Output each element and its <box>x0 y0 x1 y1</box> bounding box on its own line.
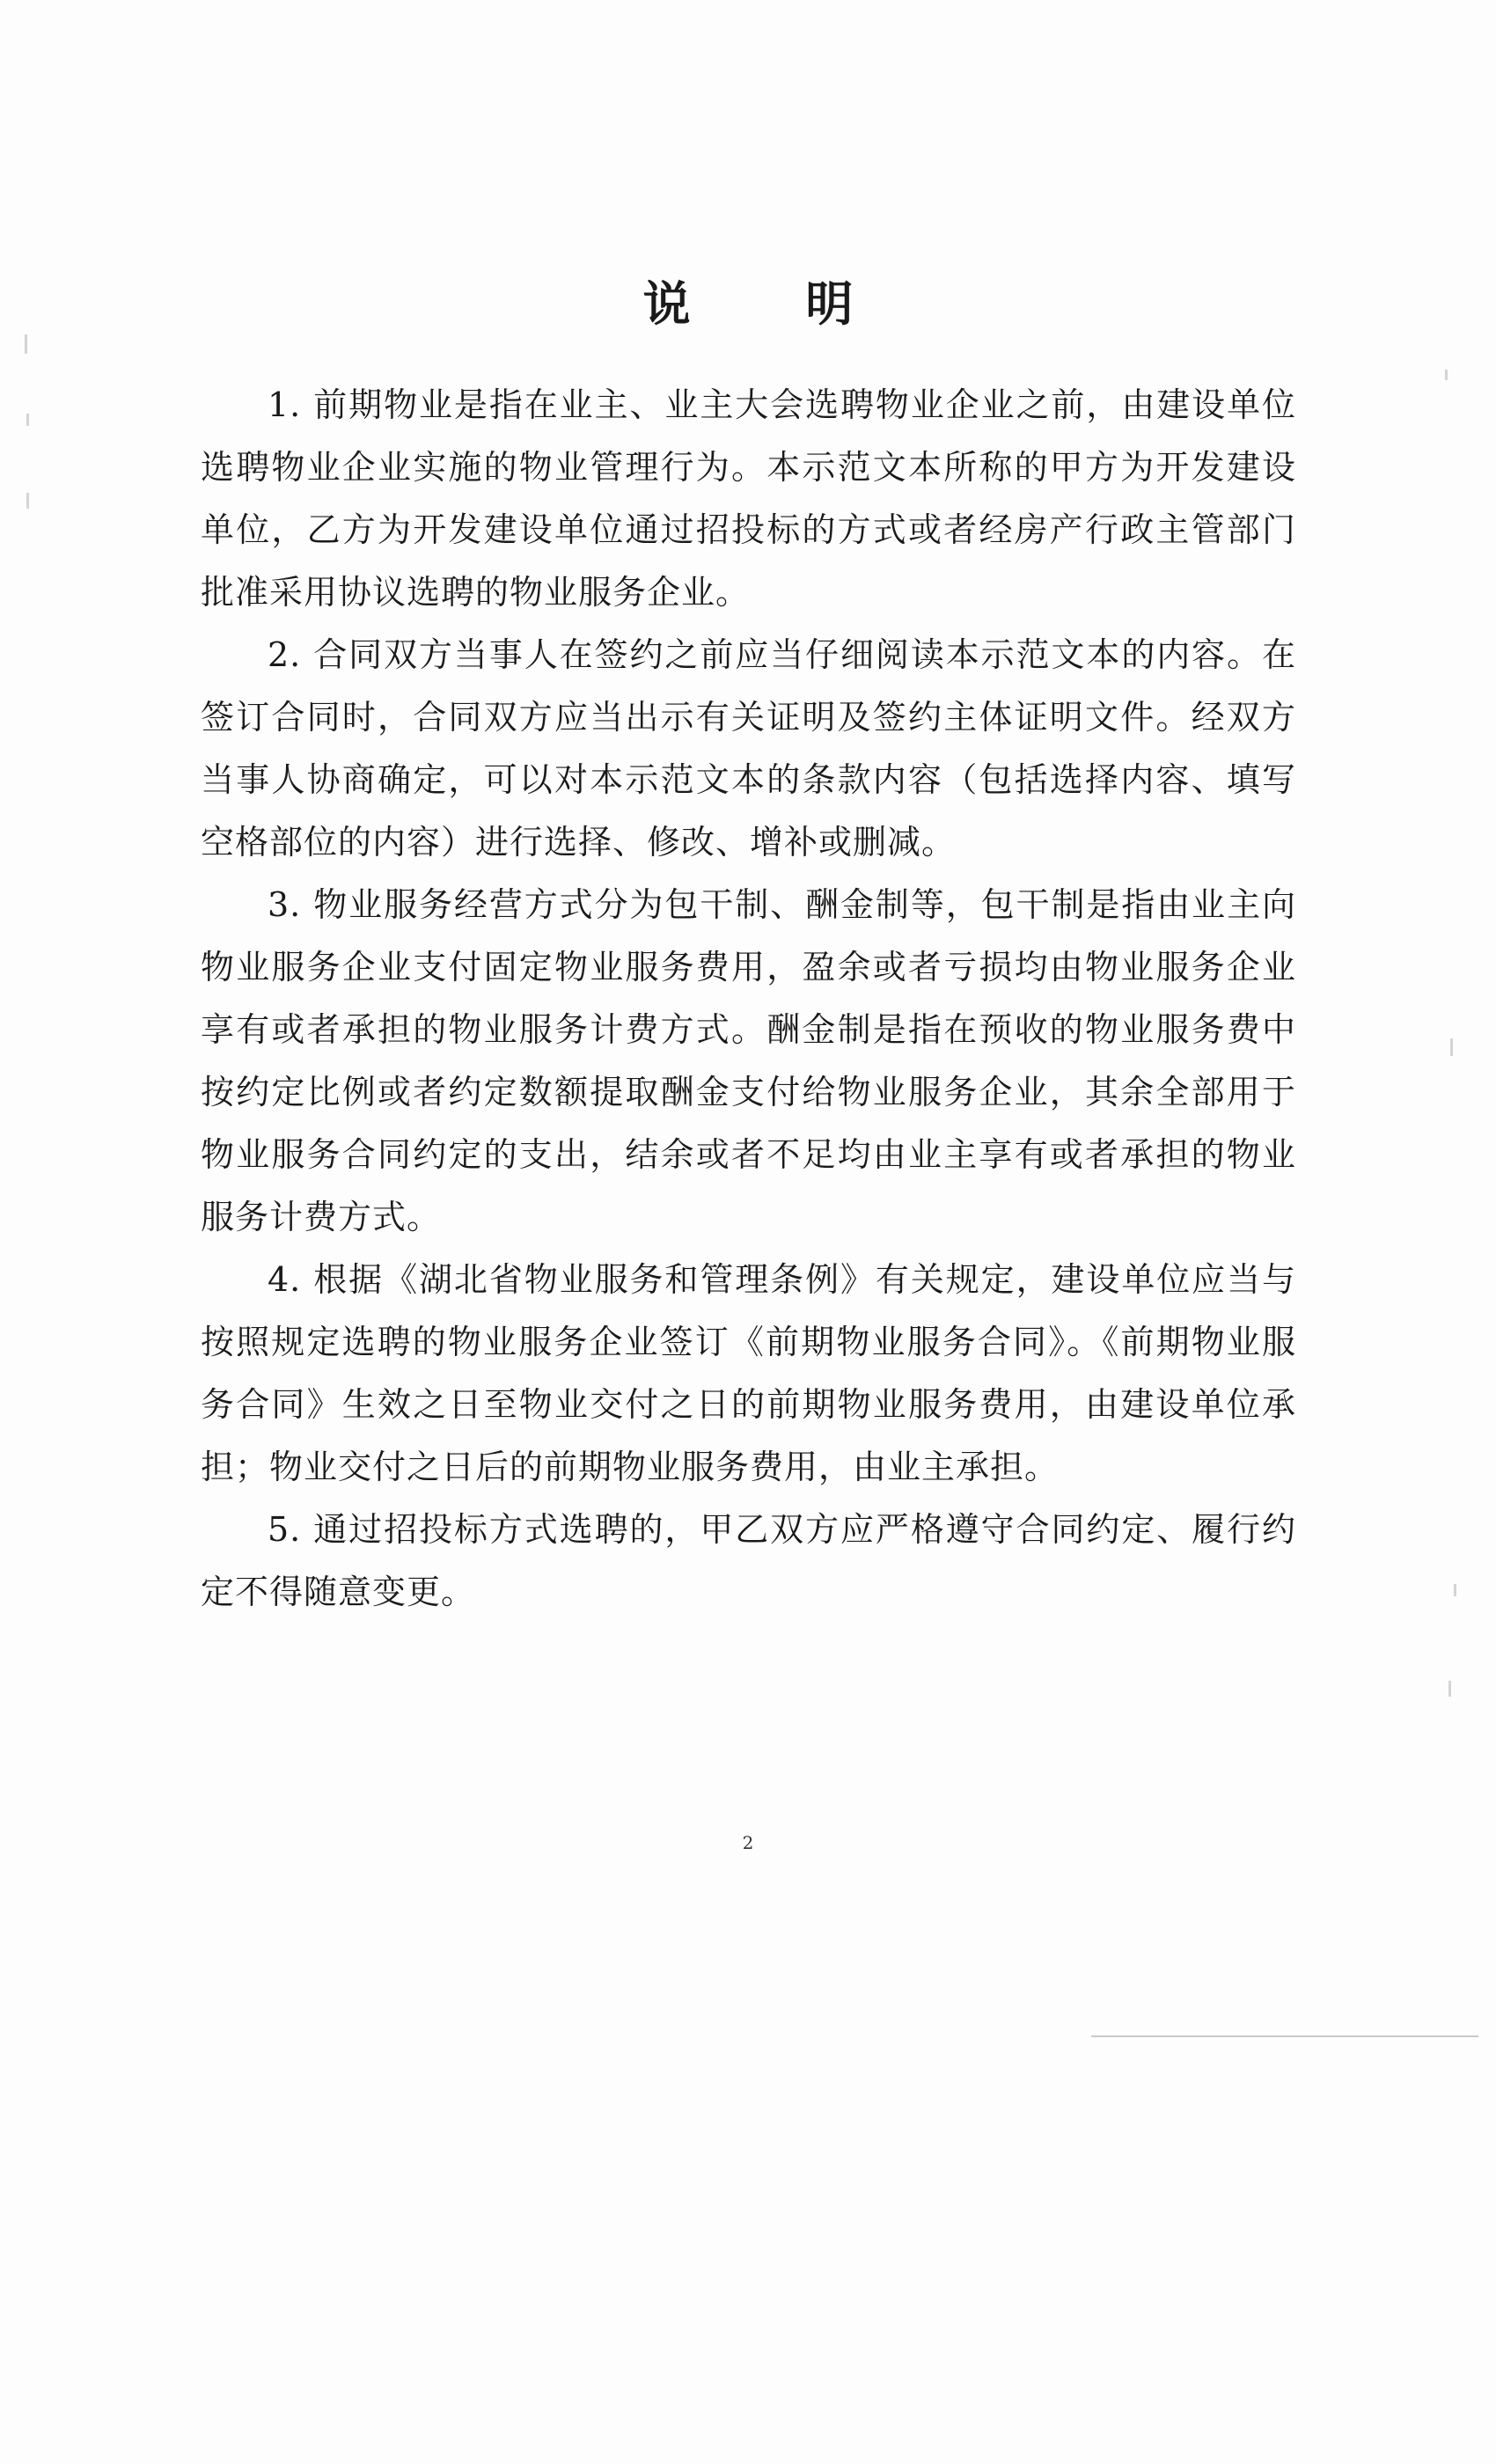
page-number: 2 <box>742 1832 754 1853</box>
document-body <box>201 374 1296 1624</box>
paragraph-2: 2. 合同双方当事人在签约之前应当仔细阅读本示范文本的内容。在签订合同时，合同双方应当出示有关证明及签约主体证明文件。经双方当事人协商确定，可以对本示范文本的条款内容（包括选择内容、填写空格部位的内容）进行选择、修改、增补或删减。 <box>201 635 1296 862</box>
paragraph-4: 4. 根据《湖北省物业服务和管理条例》有关规定，建设单位应当与按照规定选聘的物业服务企业签订《前期物业服务合同》。《前期物业服务合同》生效之日至物业交付之日的前期物业服务费用，由建设单位承担；物业交付之日后的前期物业服务费用，由业主承担。 <box>201 1260 1296 1486</box>
scan-artifact <box>1450 1038 1453 1056</box>
scan-artifact <box>1454 1584 1456 1596</box>
paragraph-1: 1. 前期物业是指在业主、业主大会选聘物业企业之前，由建设单位选聘物业企业实施的物业管理行为。本示范文本所称的甲方为开发建设单位，乙方为开发建设单位通过招投标的方式或者经房产行政主管部门批准采用协议选聘的物业服务企业。 <box>201 385 1296 612</box>
scan-artifact <box>26 493 29 509</box>
scan-artifact <box>1448 1681 1451 1697</box>
scan-artifact <box>25 334 27 354</box>
paragraph-3: 3. 物业服务经营方式分为包干制、酬金制等，包干制是指由业主向物业服务企业支付固定物业服务费用，盈余或者亏损均由物业服务企业享有或者承担的物业服务计费方式。酬金制是指在预收的物业服务费中按约定比例或者约定数额提取酬金支付给物业服务企业，其余全部用于物业服务合同约定的支出，结余或者不足均由业主享有或者承担的物业服务计费方式。 <box>201 885 1296 1236</box>
paragraph-5: 5. 通过招投标方式选聘的，甲乙双方应严格遵守合同约定、履行约定不得随意变更。 <box>201 1510 1296 1611</box>
scan-divider-line <box>1091 2035 1478 2037</box>
scan-artifact <box>1445 370 1448 380</box>
page-title: 说 明 <box>642 275 903 333</box>
scan-artifact <box>26 414 29 426</box>
